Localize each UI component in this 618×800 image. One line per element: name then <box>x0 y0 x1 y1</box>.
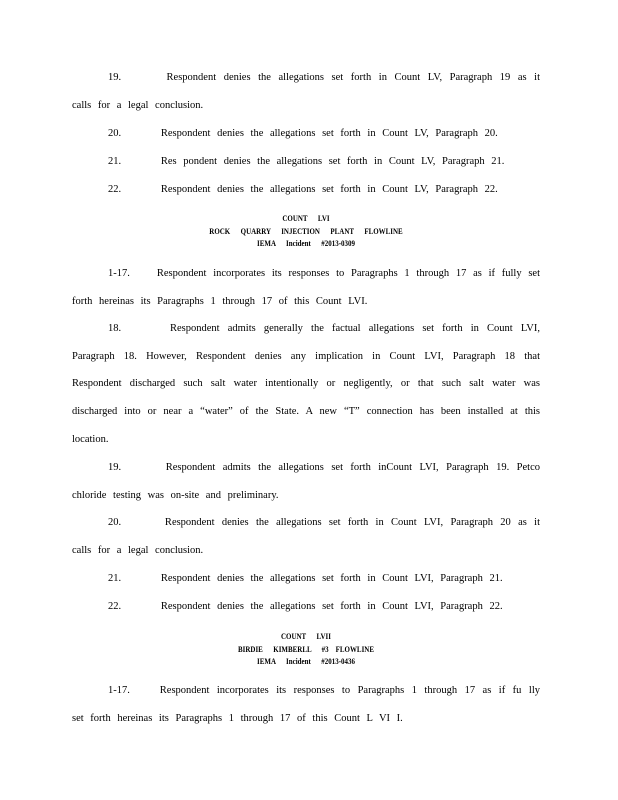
paragraph-lvi-21: 21. Respondent denies the allegations set forth in Count LVI, Paragraph 21. <box>108 573 503 584</box>
paragraph-lv-20: 20. Respondent denies the allegations set forth in Count LV, Paragraph 20. <box>108 128 498 139</box>
count-lvii-title: COUNT LVII <box>281 631 331 641</box>
paragraph-lvi-22: 22. Respondent denies the allegations set forth in Count LVI, Paragraph 22. <box>108 601 503 612</box>
paragraph-lvi-19: 19. Respondent admits the allegations set forth inCount LVI, Paragraph 19. Petco chloride testing was on-site and preliminary. <box>72 462 540 501</box>
count-lvii-subtitle: BIRDIE KIMBERLL #3 FLOWLINE <box>238 643 374 654</box>
paragraph-lv-21: 21. Res pondent denies the allegations set forth in Count LV, Paragraph 21. <box>108 156 505 167</box>
paragraph-lv-19: 19. Respondent denies the allegations set forth in Count LV, Paragraph 19 as it calls for a legal conclusion. <box>72 72 540 111</box>
count-lvi-title: COUNT LVI <box>282 213 330 223</box>
count-lvii-heading <box>114 630 498 668</box>
count-lvi-subtitle: ROCK QUARRY INJECTION PLANT FLOWLINE <box>209 225 403 236</box>
paragraph-lvii-1-17: 1-17. Respondent incorporates its responses to Paragraphs 1 through 17 as if fu lly set forth hereinas its Paragraphs 1 through 17 of this Count L VI I. <box>72 685 540 724</box>
paragraph-lvi-1-17: 1-17. Respondent incorporates its responses to Paragraphs 1 through 17 as if fully set forth hereinas its Paragraphs 1 through 17 of this Count LVI. <box>72 268 540 307</box>
paragraph-lvi-18: 18. Respondent admits generally the factual allegations set forth in Count LVI, Paragraph 18. However, Respondent denies any implication in Count LVI, Paragraph 18 that Respondent discharged such salt water intentionally or negligently, or that such salt water was discharged into or near a “water” of the State. A new “T” connection has been installed at this location. <box>72 323 540 445</box>
count-lvi-heading <box>114 212 498 250</box>
count-lvi-incident: IEMA Incident #2013-0309 <box>257 238 355 248</box>
paragraph-lv-22: 22. Respondent denies the allegations set forth in Count LV, Paragraph 22. <box>108 184 498 195</box>
paragraph-lvi-20: 20. Respondent denies the allegations set forth in Count LVI, Paragraph 20 as it calls for a legal conclusion. <box>72 517 540 556</box>
count-lvii-incident: IEMA Incident #2013-0436 <box>257 656 355 666</box>
